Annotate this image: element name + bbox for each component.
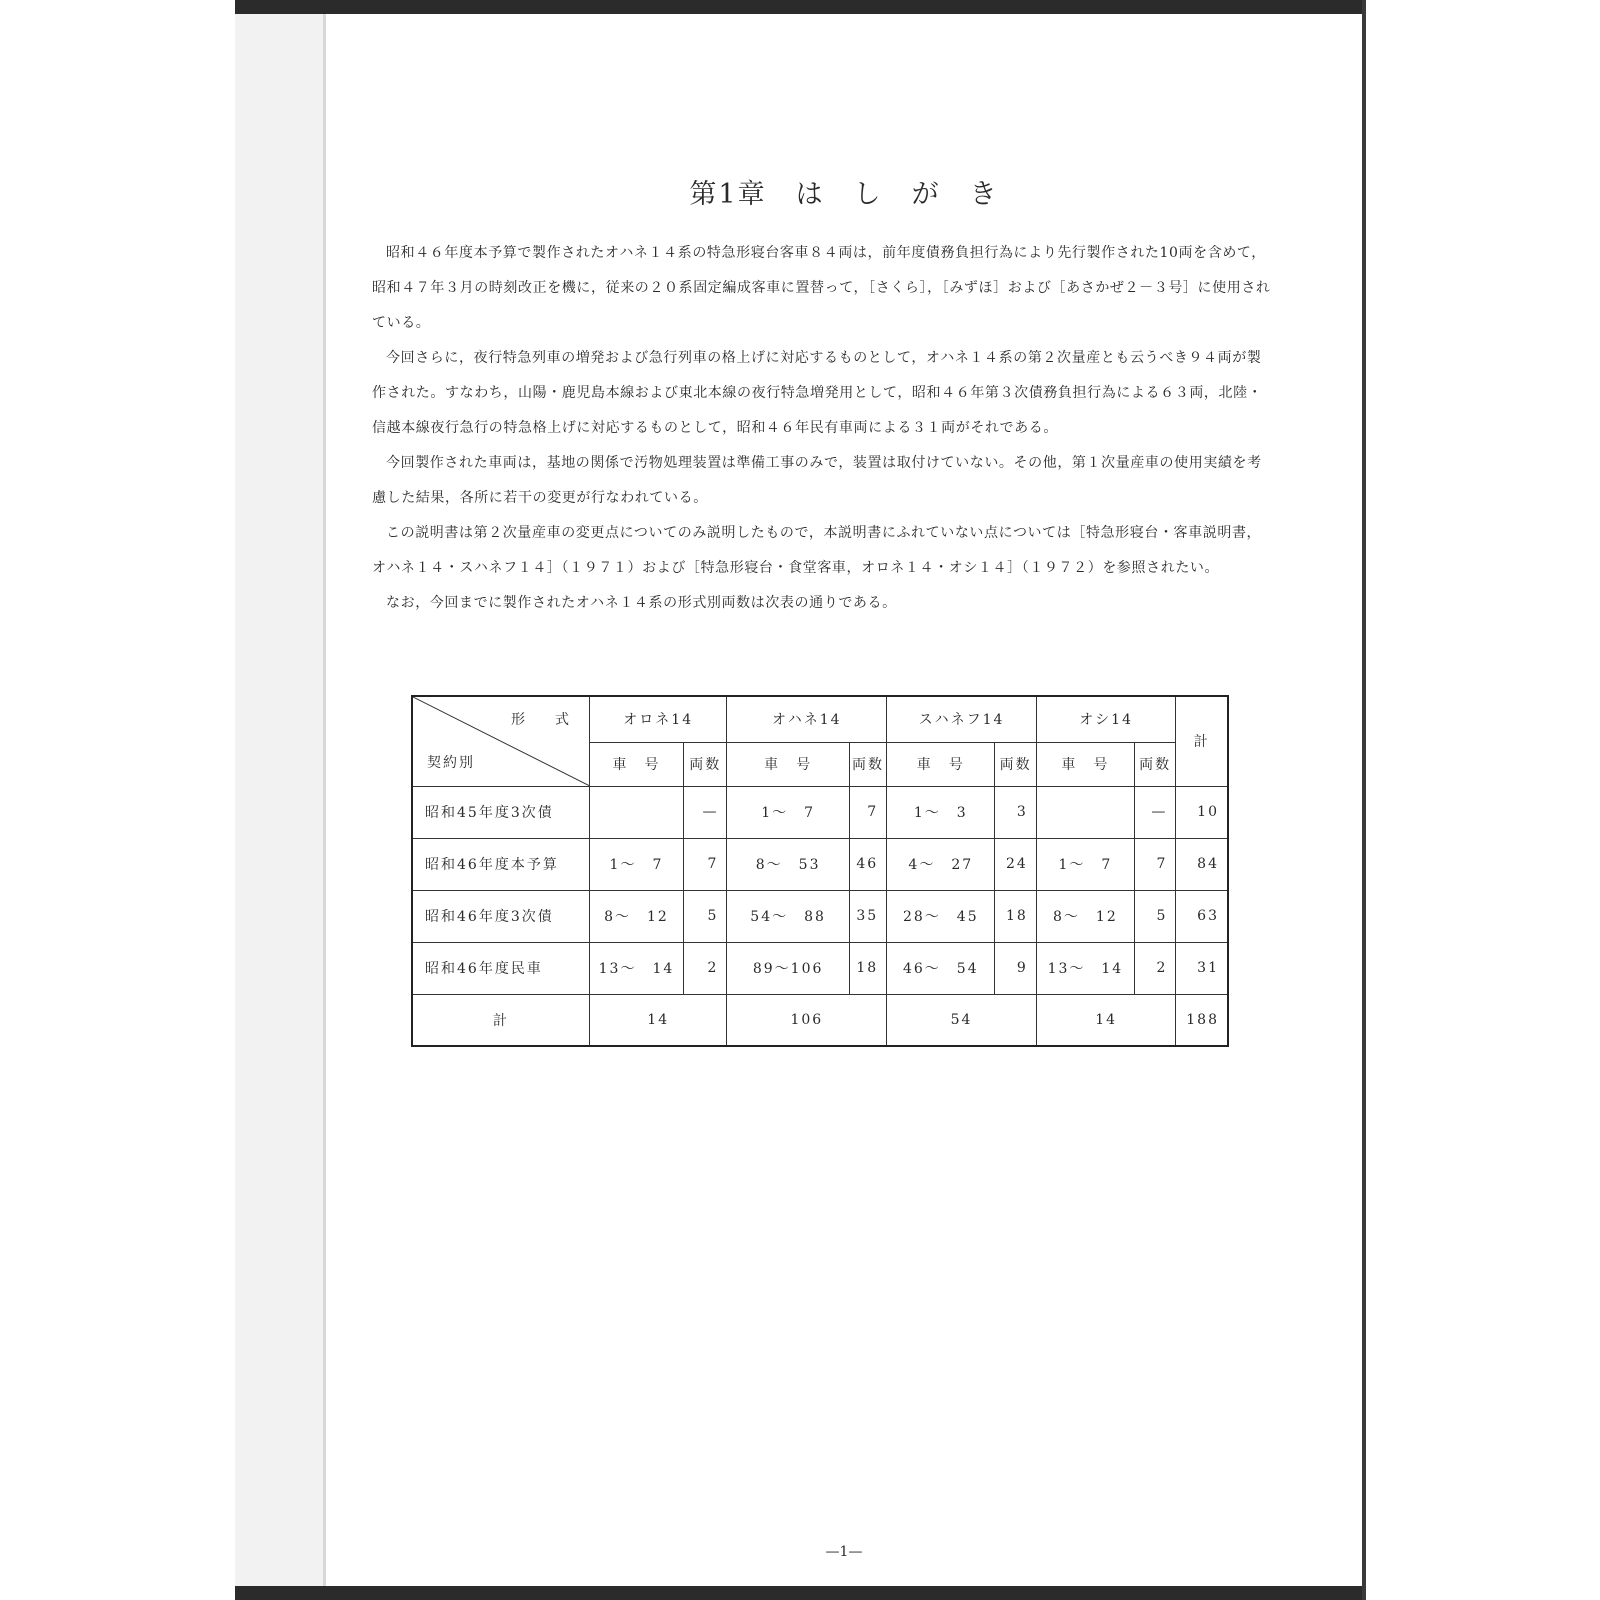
model-sum-cell: 106 [727,994,887,1046]
car-number-cell: 8〜 12 [589,890,683,942]
row-total-cell: 10 [1176,786,1228,838]
contract-label: 昭和45年度3次債 [412,786,589,838]
paragraph-5: なお，今回までに製作されたオハネ１４系の形式別両数は次表の通りである。 [386,595,897,611]
model-header: スハネフ14 [887,696,1037,742]
table-row [412,890,1228,942]
car-number-cell: 89〜106 [727,942,849,994]
count-cell: 24 [995,838,1036,890]
model-sum-cell: 54 [887,994,1037,1046]
sum-label: 計 [412,994,589,1046]
paragraph-3: 今回製作された車両は，基地の関係で汚物処理装置は準備工事のみで，装置は取付けていない。その他，第１次量産車の使用実績を考慮した結果，各所に若干の変更が行なわれている。 [372,455,1262,506]
count-header: 両数 [849,742,886,786]
scan-background-left [235,0,325,1600]
car-number-cell: 8〜 53 [727,838,849,890]
count-cell: 2 [1134,942,1175,994]
car-number-cell [1036,786,1134,838]
count-header: 両数 [683,742,726,786]
count-cell: 18 [995,890,1036,942]
model-header: オハネ14 [727,696,887,742]
car-number-cell: 46〜 54 [887,942,995,994]
total-header: 計 [1176,696,1228,786]
count-cell: 9 [995,942,1036,994]
count-header: 両数 [1134,742,1175,786]
car-count-table [411,695,1229,1047]
count-cell: 7 [1134,838,1175,890]
table-row [412,942,1228,994]
car-number-cell: 13〜 14 [1036,942,1134,994]
car-number-cell: 13〜 14 [589,942,683,994]
count-cell: 7 [683,838,726,890]
car-number-cell: 54〜 88 [727,890,849,942]
document-page [326,14,1362,1586]
car-number-cell: 1〜 3 [887,786,995,838]
model-sum-cell: 14 [589,994,727,1046]
contract-label: 昭和46年度3次債 [412,890,589,942]
table-header-row [412,696,1228,742]
scan-border-top [235,0,1366,14]
count-cell: 5 [1134,890,1175,942]
corner-label-contract: 契約別 [427,754,475,771]
car-number-header: 車 号 [727,742,849,786]
count-cell: 3 [995,786,1036,838]
car-number-cell: 1〜 7 [589,838,683,890]
car-number-cell: 8〜 12 [1036,890,1134,942]
count-cell: 2 [683,942,726,994]
count-header: 両数 [995,742,1036,786]
chapter-title: 第1章 は し が き [689,179,999,210]
contract-label: 昭和46年度本予算 [412,838,589,890]
count-cell: 35 [849,890,886,942]
count-cell: 5 [683,890,726,942]
scan-border-right [1362,0,1366,1600]
car-number-cell: 4〜 27 [887,838,995,890]
car-number-cell: 28〜 45 [887,890,995,942]
table-sum-row [412,994,1228,1046]
intro-text [372,236,1272,621]
car-number-header: 車 号 [1036,742,1134,786]
paragraph-2: 今回さらに，夜行特急列車の増発および急行列車の格上げに対応するものとして，オハネ１４系の第２次量産とも云うべき９４両が製作された。すなわち，山陽・鹿児島本線および東北本線の夜行特急増発用として，昭和４６年第３次債務負担行為による６３両，北陸・信越本線夜行急行の特急格上げに対応するものとして，昭和４６年民有車両による３１両がそれである。 [372,350,1263,436]
car-number-cell [589,786,683,838]
car-number-header: 車 号 [887,742,995,786]
count-cell: 18 [849,942,886,994]
scan-border-bottom [235,1586,1366,1600]
count-cell: — [1134,786,1175,838]
car-number-header: 車 号 [589,742,683,786]
count-cell: 7 [849,786,886,838]
paragraph-4: この説明書は第２次量産車の変更点についてのみ説明したもので，本説明書にふれていない点については［特急形寝台・客車説明書，オハネ１４・スハネフ１４］（１９７１）および［特急形寝台・食堂客車，オロネ１４・オシ１４］（１９７２）を参照されたい。 [372,525,1262,576]
model-header: オロネ14 [589,696,727,742]
model-sum-cell: 14 [1036,994,1176,1046]
paragraph-1: 昭和４６年度本予算で製作されたオハネ１４系の特急形寝台客車８４両は，前年度債務負担行為により先行製作された10両を含めて，昭和４７年３月の時刻改正を機に，従来の２０系固定編成客車に置替って，［さくら］，［みずほ］および［あさかぜ２－３号］に使用されている。 [372,245,1271,331]
table-row [412,786,1228,838]
model-header: オシ14 [1036,696,1176,742]
grand-total-cell: 188 [1176,994,1228,1046]
count-cell: 46 [849,838,886,890]
contract-label: 昭和46年度民車 [412,942,589,994]
row-total-cell: 63 [1176,890,1228,942]
row-total-cell: 84 [1176,838,1228,890]
count-cell: — [683,786,726,838]
table-corner-cell [412,696,589,786]
row-total-cell: 31 [1176,942,1228,994]
corner-label-model: 形 式 [510,712,577,728]
page-number: —1— [825,1544,863,1560]
table-row [412,838,1228,890]
car-number-cell: 1〜 7 [727,786,849,838]
car-number-cell: 1〜 7 [1036,838,1134,890]
